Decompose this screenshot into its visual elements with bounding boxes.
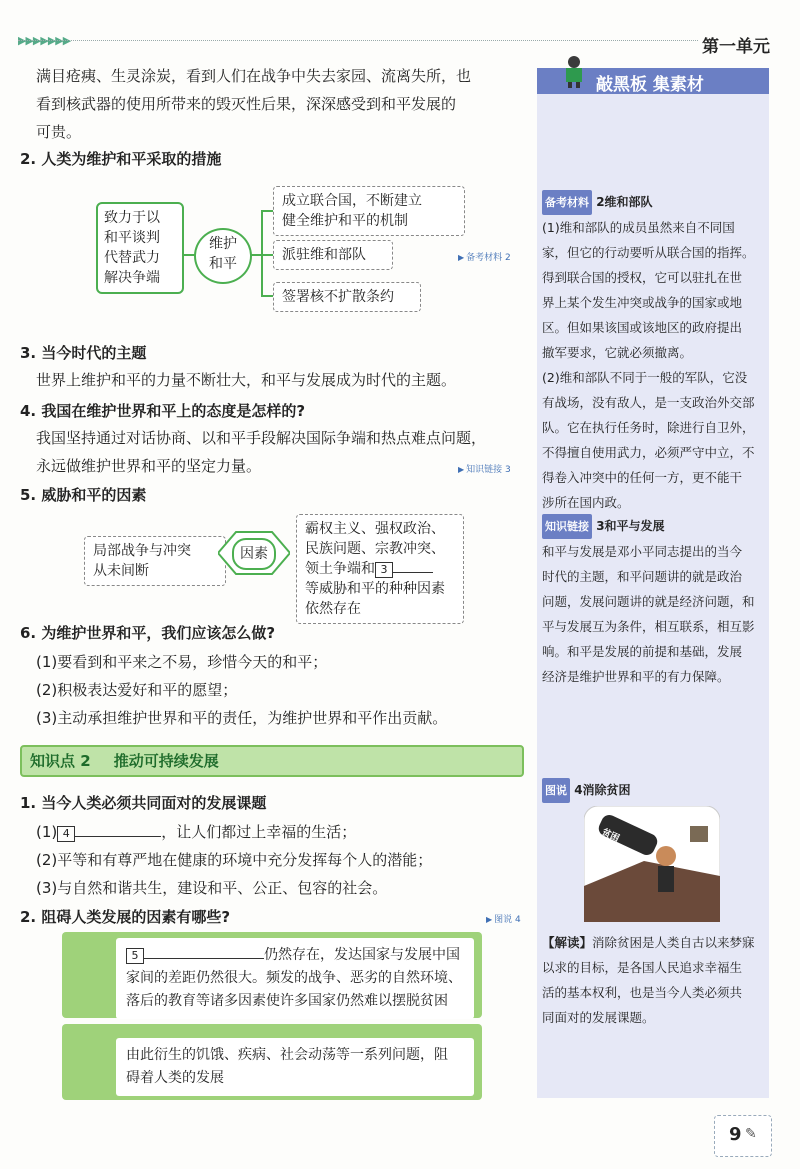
p2-panel-2	[62, 1024, 482, 1100]
s5-left-box	[84, 536, 226, 586]
s6-item: (3)主动承担维护世界和平的责任，为维护世界和平作出贡献。	[36, 709, 448, 727]
part-2-heading: 2. 阻碍人类发展的因素有哪些?	[20, 908, 231, 926]
sidebar-block-3-title: 图说 4消除贫困	[542, 778, 768, 803]
page-number: 9	[729, 1124, 742, 1145]
p2-box2-line: 碍着人类的发展	[126, 1070, 224, 1086]
knowledge-point-banner	[20, 745, 524, 777]
answer-blank[interactable]	[393, 572, 433, 573]
p1-item1: (1) 4 ，让人们都过上幸福的生活；	[36, 823, 357, 841]
blank-number: 5	[126, 948, 144, 964]
sidebar-line: 【解读】消除贫困是人类自古以来梦寐	[542, 935, 755, 950]
header-rule	[18, 40, 698, 41]
connector	[261, 210, 263, 296]
blank-number: 4	[57, 826, 75, 842]
page-number-box	[714, 1115, 772, 1157]
sidebar-line: 区。但如果该国或该地区的政府提出	[542, 320, 743, 335]
sidebar-block-title: 备考材料 2维和部队	[542, 190, 768, 215]
s6-item: (1)要看到和平来之不易，珍惜今天的和平；	[36, 653, 328, 671]
cartoon-image	[584, 806, 720, 922]
s2-center-line: 和平	[209, 256, 237, 272]
connector	[261, 254, 273, 256]
sidebar-line: (1)维和部队的成员虽然来自不同国	[542, 220, 735, 235]
section-2-heading: 2. 人类为维护和平采取的措施	[20, 150, 222, 168]
sidebar-line: 不得擅自使用武力，必须严守中立，不	[542, 445, 755, 460]
s5-center-oval: 因素	[232, 538, 276, 570]
pen-icon: ✎	[745, 1126, 757, 1142]
sidebar-block-1	[542, 190, 768, 515]
p2-box1-line: 家间的差距仍然很大。频发的战争、恶劣的自然环境、	[126, 970, 462, 986]
tag-badge: 图说	[542, 778, 570, 803]
ref-link[interactable]: ▶ 知识链接 3	[458, 462, 511, 475]
p2-panel-1	[62, 932, 482, 1018]
tag-badge: 备考材料	[542, 190, 592, 215]
s4-line: 我国坚持通过对话协商、以和平手段解决国际争端和热点难点问题，	[36, 429, 487, 447]
p1-item: (3)与自然和谐共生，建设和平、公正、包容的社会。	[36, 879, 388, 897]
kp-label: 知识点 2	[30, 752, 91, 770]
s2-item-box	[273, 240, 393, 270]
sidebar-line: 活的基本权利，也是当今人类必须共	[542, 985, 743, 1000]
sidebar-line: 界上某个发生冲突或战争的国家或地	[542, 295, 743, 310]
sidebar-block-2	[542, 514, 768, 689]
s5-right-line-blank: 领土争端和 3	[305, 559, 455, 579]
p2-box-2	[116, 1038, 474, 1096]
s2-item-line: 成立联合国，不断建立	[282, 193, 422, 209]
sidebar-line: 得卷入冲突中的任何一方，更不能干	[542, 470, 743, 485]
sidebar-block-title: 知识链接 3和平与发展	[542, 514, 768, 539]
connector	[261, 210, 273, 212]
intro-line: 看到核武器的使用所带来的毁灭性后果，深深感受到和平发展的	[36, 95, 457, 113]
teacher-figure-icon	[562, 54, 586, 88]
p2-box2-line: 由此衍生的饥饿、疾病、社会动荡等一系列问题，阻	[126, 1047, 448, 1063]
s5-left-line: 局部战争与冲突	[93, 543, 191, 559]
s6-item: (2)积极表达爱好和平的愿望；	[36, 681, 238, 699]
sidebar-block-3	[542, 930, 768, 1030]
poverty-illustration	[584, 806, 720, 922]
s2-center-line: 维护	[209, 236, 237, 252]
s2-item-line: 签署核不扩散条约	[282, 289, 394, 305]
sidebar-line: 以求的目标，是各国人民追求幸福生	[542, 960, 743, 975]
s2-left-box	[96, 202, 184, 294]
s5-right-line: 等威胁和平的种种因素	[305, 581, 445, 597]
s2-left-line: 致力于以	[104, 210, 160, 226]
connector	[261, 295, 273, 297]
sidebar-line: 家，但它的行动要听从联合国的指挥。	[542, 245, 755, 260]
sidebar-line: 同面对的发展课题。	[542, 1010, 655, 1025]
p1-item: (2)平等和有尊严地在健康的环境中充分发挥每个人的潜能；	[36, 851, 433, 869]
sidebar-line: (2)维和部队不同于一般的军队，它没	[542, 370, 748, 385]
s5-right-line: 霸权主义、强权政治、	[305, 521, 445, 537]
section-4-heading: 4. 我国在维护世界和平上的态度是怎样的?	[20, 402, 306, 420]
sidebar-line: 有战场，没有敌人，是一支政治外交部	[542, 395, 755, 410]
s2-left-line: 和平谈判	[104, 230, 160, 246]
s2-item-box	[273, 282, 421, 312]
ref-link[interactable]: ▶ 备考材料 2	[458, 250, 511, 263]
sidebar-line: 平与发展互为条件，相互联系，相互影	[542, 619, 755, 634]
p2-box1-line: 5 仍然存在，发达国家与发展中国	[126, 944, 464, 967]
unit-title: 第一单元	[702, 37, 770, 57]
s2-left-line: 代替武力	[104, 250, 160, 266]
s2-left-line: 解决争端	[104, 270, 160, 286]
tag-badge: 知识链接	[542, 514, 592, 539]
intro-line: 满目疮痍、生灵涂炭，看到人们在战争中失去家园、流离失所，也	[36, 67, 472, 85]
sidebar-line: 问题，发展问题讲的就是经济问题，和	[542, 594, 755, 609]
s2-item-line: 健全维护和平的机制	[282, 213, 408, 229]
kp-title: 推动可持续发展	[113, 752, 219, 770]
s3-text: 世界上维护和平的力量不断壮大，和平与发展成为时代的主题。	[36, 371, 457, 389]
ref-link[interactable]: ▶ 图说 4	[486, 912, 521, 925]
sidebar-line: 响。和平是发展的前提和基础，发展	[542, 644, 743, 659]
section-6-heading: 6. 为维护世界和平，我们应该怎么做?	[20, 624, 276, 642]
p2-box-1	[116, 938, 474, 1019]
section-3-heading: 3. 当今时代的主题	[20, 344, 147, 362]
sidebar-title: 敲黑板 集素材	[596, 75, 704, 95]
sidebar-line: 队。它在执行任务时，除进行自卫外，	[542, 420, 755, 435]
sidebar-line: 撤军要求，它就必须撤离。	[542, 345, 693, 360]
sidebar-line: 经济是维护世界和平的有力保障。	[542, 669, 730, 684]
sidebar-line: 和平与发展是邓小平同志提出的当今	[542, 544, 743, 559]
s2-center-oval	[194, 228, 252, 284]
answer-blank[interactable]	[144, 958, 264, 959]
sidebar-line: 涉所在国内政。	[542, 495, 630, 510]
image-label: 贫困	[600, 827, 621, 845]
p2-box1-line: 落后的教育等诸多因素使许多国家仍然难以摆脱贫困	[126, 993, 448, 1009]
sidebar-line: 时代的主题，和平问题讲的就是政治	[542, 569, 743, 584]
s5-right-line: 民族问题、宗教冲突、	[305, 541, 445, 557]
s5-right-line: 依然存在	[305, 601, 361, 617]
s5-left-line: 从未间断	[93, 563, 149, 579]
s5-right-box	[296, 514, 464, 624]
intro-line: 可贵。	[36, 123, 82, 141]
sidebar-line: 得到联合国的授权，它可以驻扎在世	[542, 270, 743, 285]
intro-paragraph	[36, 62, 526, 146]
part-1-heading: 1. 当今人类必须共同面对的发展课题	[20, 794, 267, 812]
blank-number: 3	[375, 562, 393, 578]
blackboard-icon	[562, 54, 586, 88]
s2-item-line: 派驻维和部队	[282, 247, 366, 263]
answer-blank[interactable]	[75, 836, 161, 837]
section-5-heading: 5. 威胁和平的因素	[20, 486, 147, 504]
header-arrows: ▶▶▶▶▶▶▶	[18, 34, 71, 47]
s2-item-box	[273, 186, 465, 236]
s4-line: 永远做维护世界和平的坚定力量。	[36, 457, 262, 475]
